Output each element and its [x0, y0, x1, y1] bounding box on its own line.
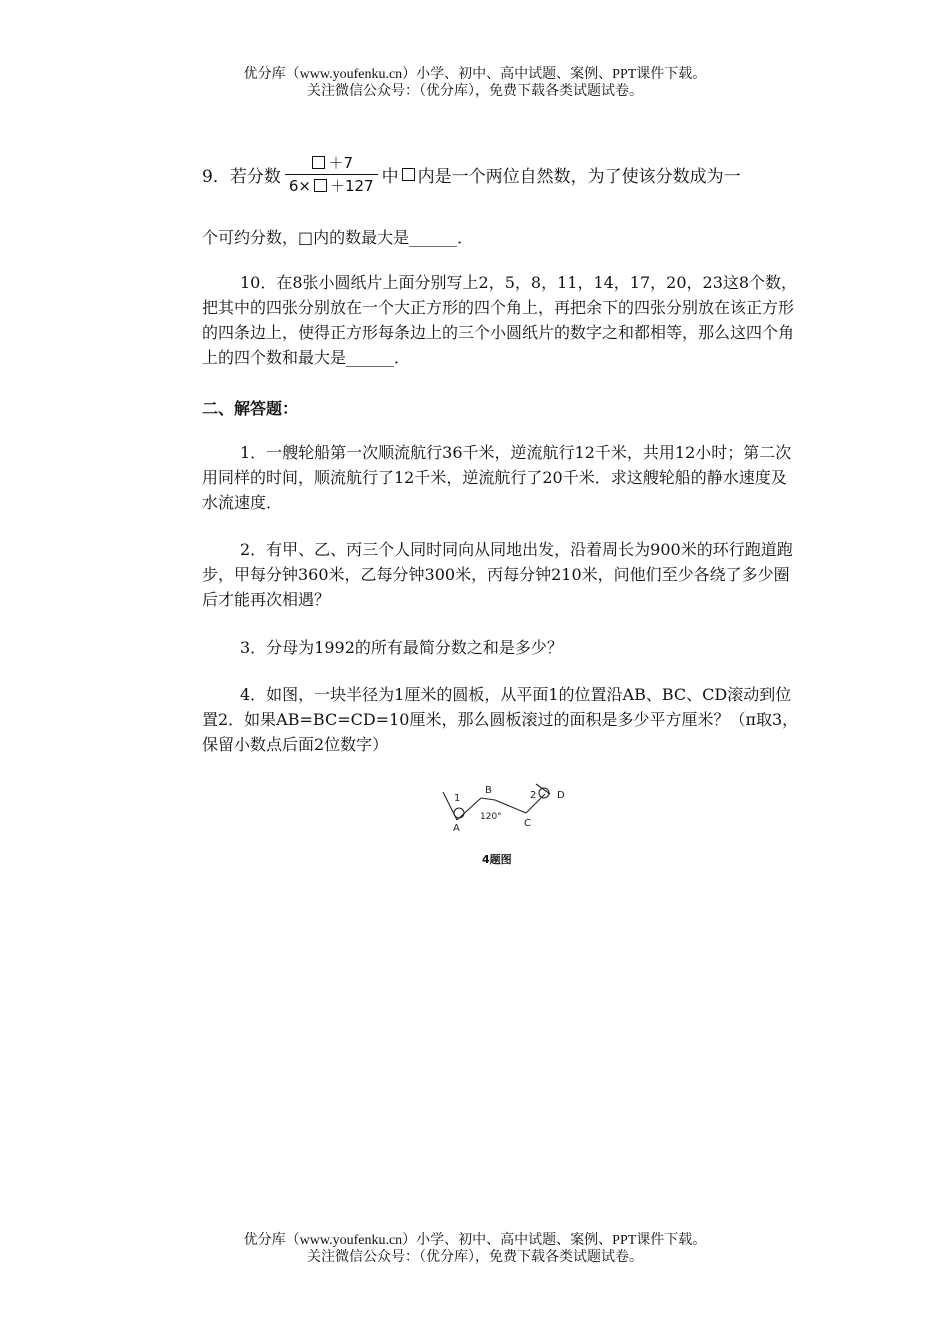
plane-2-edge: [536, 784, 550, 794]
angle-label: 120°: [480, 812, 502, 822]
q9-prefix: 9．若分数: [202, 166, 281, 187]
footer-line-1: 优分库（www.youfenku.cn）小学、初中、高中试题、案例、PPT课件下载。: [243, 1233, 707, 1248]
page-header: [0, 66, 950, 100]
question-10: 10．在8张小圆纸片上面分别写上2，5，8，11，14，17，20，23这8个数，把其中的四张分别放在一个大正方形的四个角上，再把余下的四张分别放在该正方形的四条边上，使得正方形每条边上的三个小圆纸片的数字之和都相等，那么这四个角上的四个数和最大是______．: [202, 273, 798, 367]
q9-fraction: [285, 154, 378, 195]
q9-numerator: ＋7: [305, 154, 357, 174]
label-d: D: [557, 790, 565, 801]
label-a: A: [453, 823, 460, 834]
header-line-2: 关注微信公众号：（优分库），免费下载各类试题试卷。: [307, 84, 643, 99]
header-line-1: 优分库（www.youfenku.cn）小学、初中、高中试题、案例、PPT课件下载。: [243, 67, 707, 82]
q9-denominator: 6× ＋127: [285, 174, 378, 195]
q9-rest: 内是一个两位自然数，为了使该分数成为一: [417, 166, 741, 187]
problem-3: 3．分母为1992的所有最简分数之和是多少？: [240, 638, 563, 657]
segment-ab: [457, 798, 481, 820]
q9-middle: 中: [381, 166, 399, 187]
label-c: C: [524, 818, 531, 829]
label-b: B: [485, 785, 492, 796]
blank-box-icon: [402, 168, 415, 181]
blank-box-icon: [314, 179, 327, 192]
figure-caption: 4题图: [482, 853, 512, 866]
footer-line-2: 关注微信公众号：（优分库），免费下载各类试题试卷。: [307, 1250, 643, 1265]
disc-position-1: [454, 808, 464, 818]
problem-1: 1．一艘轮船第一次顺流航行36千米，逆流航行12千米，共用12小时；第二次用同样的时间，顺流航行了12千米，逆流航行了20千米．求这艘轮船的静水速度及水流速度．: [202, 443, 792, 512]
page-footer: [0, 1232, 950, 1266]
segment-b-flat: [481, 798, 495, 800]
problem-2: 2．有甲、乙、丙三个人同时同向从同地出发，沿着周长为900米的环行跑道跑步，甲每分钟360米，乙每分钟300米，丙每分钟210米，问他们至少各绕了多少圈后才能再次相遇？: [202, 540, 793, 609]
section-title: 二、解答题：: [202, 399, 299, 418]
label-1: 1: [454, 793, 461, 804]
label-2: 2: [530, 790, 537, 801]
question-9: [202, 149, 822, 199]
problem-4: 4．如图，一块半径为1厘米的圆板，从平面1的位置沿AB、BC、CD滚动到位置2．如果AB=BC=CD=10厘米，那么圆板滚过的面积是多少平方厘米？（π取3，保留小数点后面2位数字）: [202, 685, 799, 754]
q9-line-2: 个可约分数，□内的数最大是______．: [202, 228, 474, 247]
blank-box-icon: [312, 156, 325, 169]
